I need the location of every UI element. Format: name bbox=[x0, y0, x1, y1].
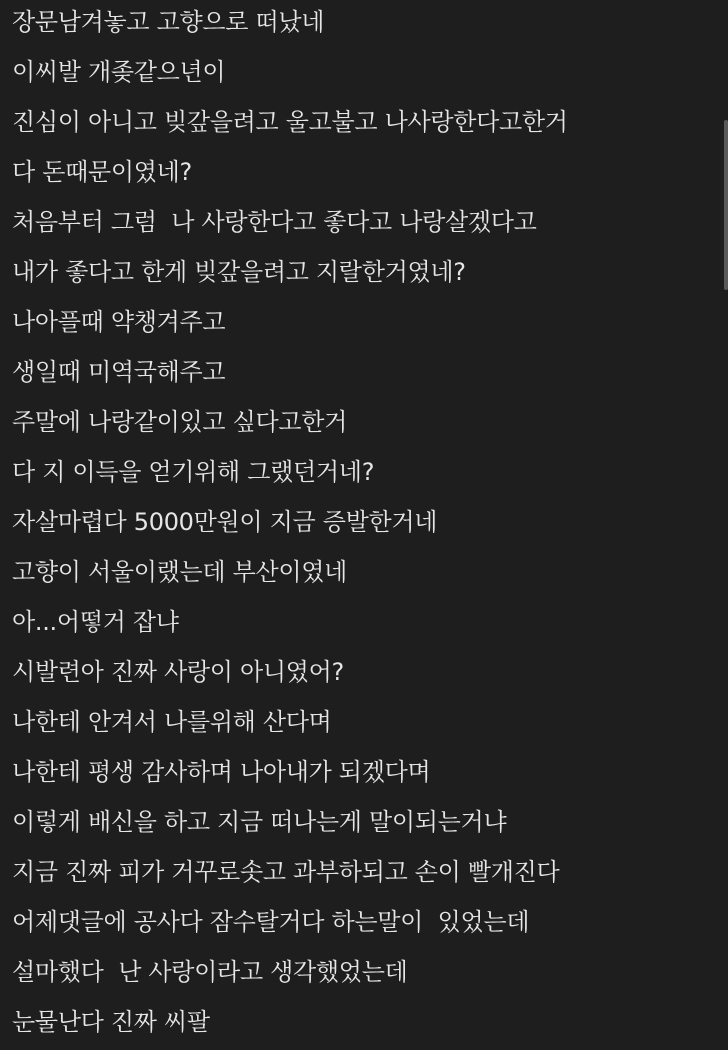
post-line: 설마했다 난 사랑이라고 생각했었는데 bbox=[12, 958, 408, 986]
post-line: 지금 진짜 피가 거꾸로솟고 과부하되고 손이 빨개진다 bbox=[12, 858, 560, 886]
post-line: 나한테 안겨서 나를위해 산다며 bbox=[12, 708, 332, 736]
post-line: 장문남겨놓고 고향으로 떠났네 bbox=[12, 8, 325, 36]
post-line: 처음부터 그럼 나 사랑한다고 좋다고 나랑살겠다고 bbox=[12, 208, 537, 236]
post-line: 눈물난다 진짜 씨팔 bbox=[12, 1008, 210, 1036]
post-line: 시발련아 진짜 사랑이 아니였어? bbox=[12, 658, 344, 686]
post-line: 자살마렵다 5000만원이 지금 증발한거네 bbox=[12, 508, 438, 536]
post-body bbox=[12, 0, 712, 1050]
post-line: 어제댓글에 공사다 잠수탈거다 하는말이 있었는데 bbox=[12, 908, 530, 936]
post-line: 이씨발 개좆같으년이 bbox=[12, 58, 226, 86]
post-line: 아...어떻거 잡냐 bbox=[12, 608, 179, 636]
post-line: 고향이 서울이랬는데 부산이였네 bbox=[12, 558, 348, 586]
post-line: 주말에 나랑같이있고 싶다고한거 bbox=[12, 408, 348, 436]
post-line: 내가 좋다고 한게 빚갚을려고 지랄한거였네? bbox=[12, 258, 466, 286]
post-line: 이렇게 배신을 하고 지금 떠나는게 말이되는거냐 bbox=[12, 808, 507, 836]
post-line: 나아플때 약챙겨주고 bbox=[12, 308, 226, 336]
post-line: 나한테 평생 감사하며 나아내가 되겠다며 bbox=[12, 758, 431, 786]
post-line: 진심이 아니고 빚갚을려고 울고불고 나사랑한다고한거 bbox=[12, 108, 568, 136]
post-line: 다 지 이득을 얻기위해 그랬던거네? bbox=[12, 458, 375, 486]
post-line: 다 돈때문이였네? bbox=[12, 158, 192, 186]
post-line: 생일때 미역국해주고 bbox=[12, 358, 226, 386]
scrollbar[interactable] bbox=[724, 0, 728, 1050]
scrollbar-thumb[interactable] bbox=[724, 120, 728, 290]
